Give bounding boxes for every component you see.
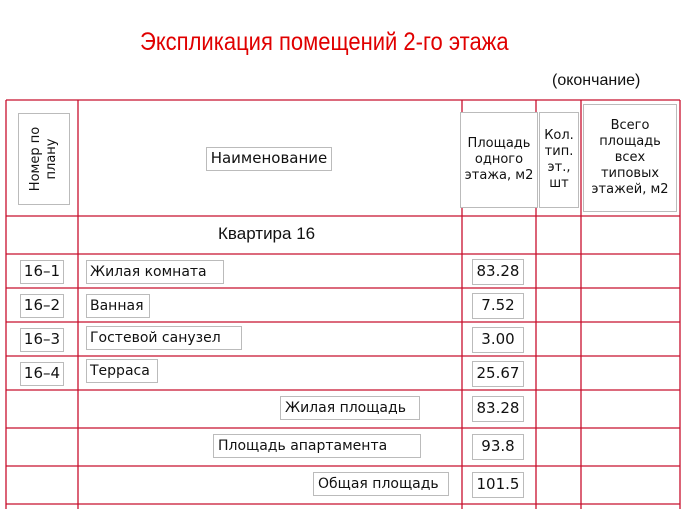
header-count: Кол. тип. эт., шт xyxy=(539,112,579,208)
page-subtitle: (окончание) xyxy=(552,72,641,89)
summary-value: 93.8 xyxy=(472,434,524,460)
room-number: 16–3 xyxy=(20,328,64,352)
room-number: 16–2 xyxy=(20,294,64,318)
header-name: Наименование xyxy=(206,147,332,171)
room-name: Терраса xyxy=(86,359,158,383)
header-number-label: Номер по плану xyxy=(28,126,59,192)
room-number: 16–4 xyxy=(20,362,64,386)
room-name: Жилая комната xyxy=(86,260,224,284)
summary-value: 101.5 xyxy=(472,472,524,498)
header-area: Площадь одного этажа, м2 xyxy=(460,112,538,208)
apartment-title: Квартира 16 xyxy=(218,224,316,243)
summary-value: 83.28 xyxy=(472,396,524,422)
room-area: 83.28 xyxy=(472,259,524,285)
summary-label: Общая площадь xyxy=(313,472,449,496)
room-area: 25.67 xyxy=(472,361,524,387)
summary-label: Площадь апартамента xyxy=(213,434,421,458)
header-number xyxy=(18,113,70,205)
room-name: Гостевой санузел xyxy=(86,326,242,350)
room-area: 7.52 xyxy=(472,293,524,319)
room-name: Ванная xyxy=(86,294,150,318)
page-title: Экспликация помещений 2-го этажа xyxy=(140,28,509,56)
summary-label: Жилая площадь xyxy=(280,396,420,420)
room-number: 16–1 xyxy=(20,260,64,284)
room-area: 3.00 xyxy=(472,327,524,353)
header-total: Всего площадь всех типовых этажей, м2 xyxy=(583,104,677,212)
